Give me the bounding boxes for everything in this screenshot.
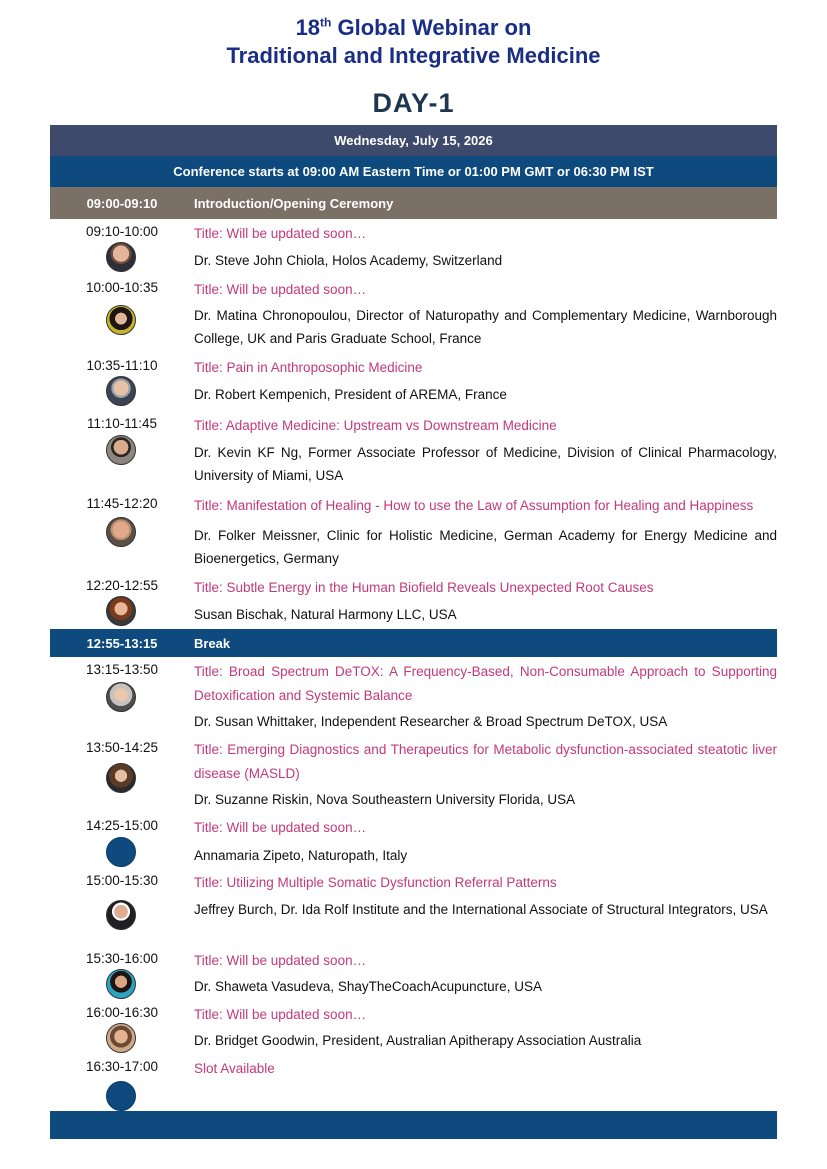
talk-title: Title: Utilizing Multiple Somatic Dysfunction Referral Patterns <box>194 875 557 890</box>
speaker-info: Dr. Steve John Chiola, Holos Academy, Switzerland <box>194 253 503 268</box>
session-time: 12:20-12:55 <box>85 578 159 593</box>
break-time: 12:55-13:15 <box>86 635 158 651</box>
talk-title: Title: Broad Spectrum DeTOX: A Frequency-Based, Non-Consumable Approach to Supporting Detoxification and Systemic Balance <box>194 664 777 703</box>
session-row <box>50 356 777 406</box>
talk-title: Slot Available <box>194 1061 275 1076</box>
speaker-avatar-placeholder <box>106 837 136 867</box>
session-time: 15:00-15:30 <box>85 873 159 888</box>
speaker-avatar <box>106 305 136 335</box>
event-title-line-1 <box>0 14 827 42</box>
speaker-avatar <box>106 435 136 465</box>
session-time: 15:30-16:00 <box>85 951 159 966</box>
speaker-avatar <box>106 1023 136 1053</box>
talk-title: Title: Emerging Diagnostics and Therapeutics for Metabolic dysfunction-associated steatotic liver disease (MASLD) <box>194 742 777 781</box>
speaker-avatar <box>106 763 136 793</box>
talk-title: Title: Manifestation of Healing - How to use the Law of Assumption for Healing and Happiness <box>194 498 754 513</box>
edition-suffix: th <box>320 15 332 30</box>
session-row <box>50 1057 777 1111</box>
session-time: 14:25-15:00 <box>85 818 159 833</box>
speaker-avatar <box>106 242 136 272</box>
talk-title: Title: Will be updated soon… <box>194 1007 367 1022</box>
session-row <box>50 816 777 870</box>
session-row <box>50 660 777 732</box>
session-time: 16:00-16:30 <box>85 1005 159 1020</box>
start-time-text: Conference starts at 09:00 AM Eastern Time or 01:00 PM GMT or 06:30 PM IST <box>173 164 654 179</box>
speaker-info: Dr. Robert Kempenich, President of AREMA, France <box>194 387 507 402</box>
session-row <box>50 222 777 272</box>
session-row <box>50 871 777 943</box>
speaker-avatar <box>106 376 136 406</box>
session-time: 13:15-13:50 <box>85 662 159 677</box>
event-title-line-2: Traditional and Integrative Medicine <box>226 43 601 68</box>
speaker-info: Dr. Susan Whittaker, Independent Researcher & Broad Spectrum DeTOX, USA <box>194 714 668 729</box>
speaker-info: Jeffrey Burch, Dr. Ida Rolf Institute and the International Associate of Structural Integrators, USA <box>194 902 768 917</box>
speaker-info: Dr. Kevin KF Ng, Former Associate Professor of Medicine, Division of Clinical Pharmacology, University of Miami, USA <box>194 445 777 483</box>
intro-label: Introduction/Opening Ceremony <box>194 195 394 211</box>
session-row <box>50 576 777 626</box>
session-row <box>50 738 777 810</box>
event-title-rest: Global Webinar on <box>331 15 532 40</box>
session-time: 11:45-12:20 <box>86 496 158 511</box>
speaker-avatar <box>106 517 136 547</box>
session-row <box>50 1003 777 1053</box>
session-time: 16:30-17:00 <box>85 1059 159 1074</box>
talk-title: Title: Will be updated soon… <box>194 282 367 297</box>
talk-title: Title: Will be updated soon… <box>194 226 367 241</box>
speaker-info: Dr. Folker Meissner, Clinic for Holistic Medicine, German Academy for Energy Medicine and Bioenergetics, Germany <box>194 528 777 566</box>
talk-title: Title: Subtle Energy in the Human Biofield Reveals Unexpected Root Causes <box>194 580 654 595</box>
talk-title: Title: Pain in Anthroposophic Medicine <box>194 360 423 375</box>
session-time: 10:35-11:10 <box>86 358 158 373</box>
speaker-avatar <box>106 682 136 712</box>
speaker-info: Dr. Suzanne Riskin, Nova Southeastern University Florida, USA <box>194 792 576 807</box>
break-band <box>50 629 777 657</box>
day-heading: DAY-1 <box>372 88 455 118</box>
speaker-avatar <box>106 596 136 626</box>
session-row <box>50 414 777 486</box>
session-time: 13:50-14:25 <box>85 740 159 755</box>
start-time-band <box>50 156 777 187</box>
edition-number: 18 <box>295 15 321 40</box>
session-time: 10:00-10:35 <box>85 280 159 295</box>
speaker-info: Dr. Bridget Goodwin, President, Australian Apitherapy Association Australia <box>194 1033 642 1048</box>
session-row <box>50 278 777 350</box>
session-row <box>50 949 777 999</box>
speaker-avatar <box>106 969 136 999</box>
session-row <box>50 494 777 570</box>
footer-band <box>50 1111 777 1139</box>
speaker-avatar-placeholder <box>106 1081 136 1111</box>
date-text: Wednesday, July 15, 2026 <box>334 133 493 148</box>
break-label: Break <box>194 635 231 651</box>
speaker-info: Dr. Shaweta Vasudeva, ShayTheCoachAcupuncture, USA <box>194 979 542 994</box>
session-time: 09:10-10:00 <box>85 224 159 239</box>
intro-time: 09:00-09:10 <box>86 195 158 211</box>
talk-title: Title: Will be updated soon… <box>194 953 367 968</box>
speaker-avatar <box>106 900 136 930</box>
header <box>0 14 827 70</box>
date-band <box>50 125 777 156</box>
speaker-info: Susan Bischak, Natural Harmony LLC, USA <box>194 607 457 622</box>
intro-band <box>50 187 777 219</box>
talk-title: Title: Will be updated soon… <box>194 820 367 835</box>
speaker-info: Dr. Matina Chronopoulou, Director of Naturopathy and Complementary Medicine, Warnborough College, UK and Paris Graduate School, France <box>194 308 777 346</box>
session-time: 11:10-11:45 <box>86 416 158 431</box>
talk-title: Title: Adaptive Medicine: Upstream vs Downstream Medicine <box>194 418 557 433</box>
speaker-info: Annamaria Zipeto, Naturopath, Italy <box>194 848 408 863</box>
